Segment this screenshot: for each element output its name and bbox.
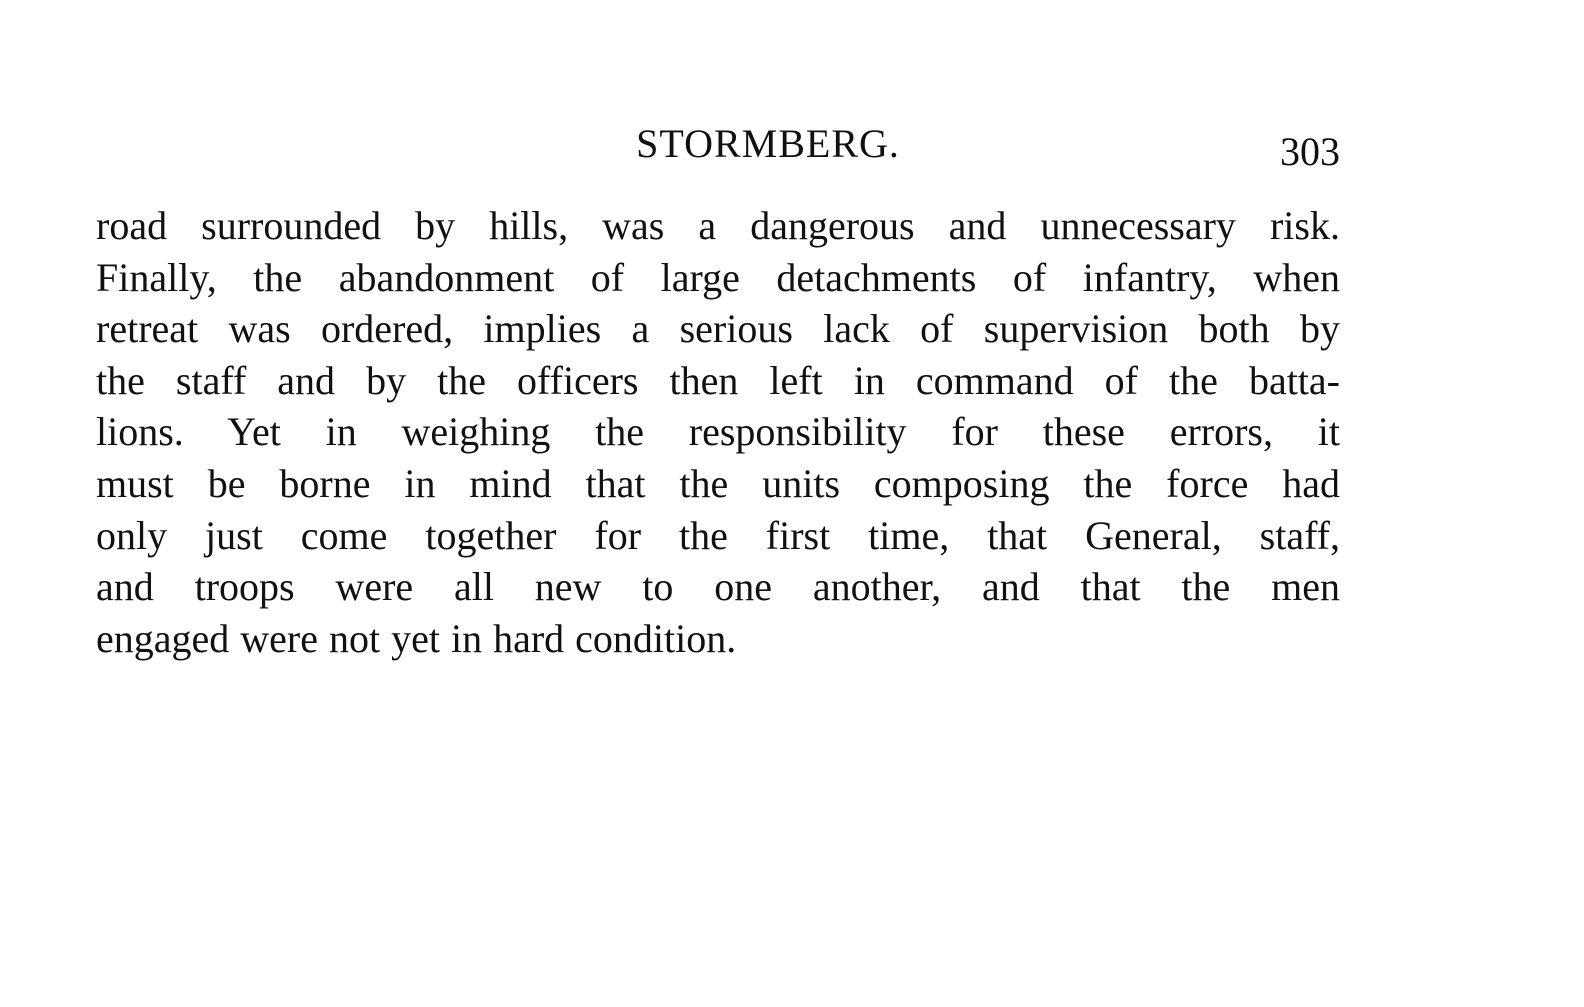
body-paragraph [96, 200, 1340, 664]
text-line: Finally, the abandonment of large detachments of infantry, when [96, 254, 1340, 300]
text-line: lions. Yet in weighing the responsibility for these errors, it [96, 409, 1340, 455]
text-line: and troops were all new to one another, and that the men [96, 564, 1340, 610]
text-line: the staff and by the officers then left in command of the batta- [96, 357, 1340, 403]
text-line: only just come together for the first time, that General, staff, [96, 512, 1340, 558]
text-line: retreat was ordered, implies a serious lack of supervision both by [96, 306, 1340, 352]
running-title: STORMBERG. [636, 121, 900, 166]
text-line: engaged were not yet in hard condition. [96, 615, 737, 661]
running-head [96, 118, 1340, 174]
page-number: 303 [1280, 129, 1340, 174]
text-line: must be borne in mind that the units composing the force had [96, 460, 1340, 506]
text-line: road surrounded by hills, was a dangerous and unnecessary risk. [96, 203, 1340, 248]
